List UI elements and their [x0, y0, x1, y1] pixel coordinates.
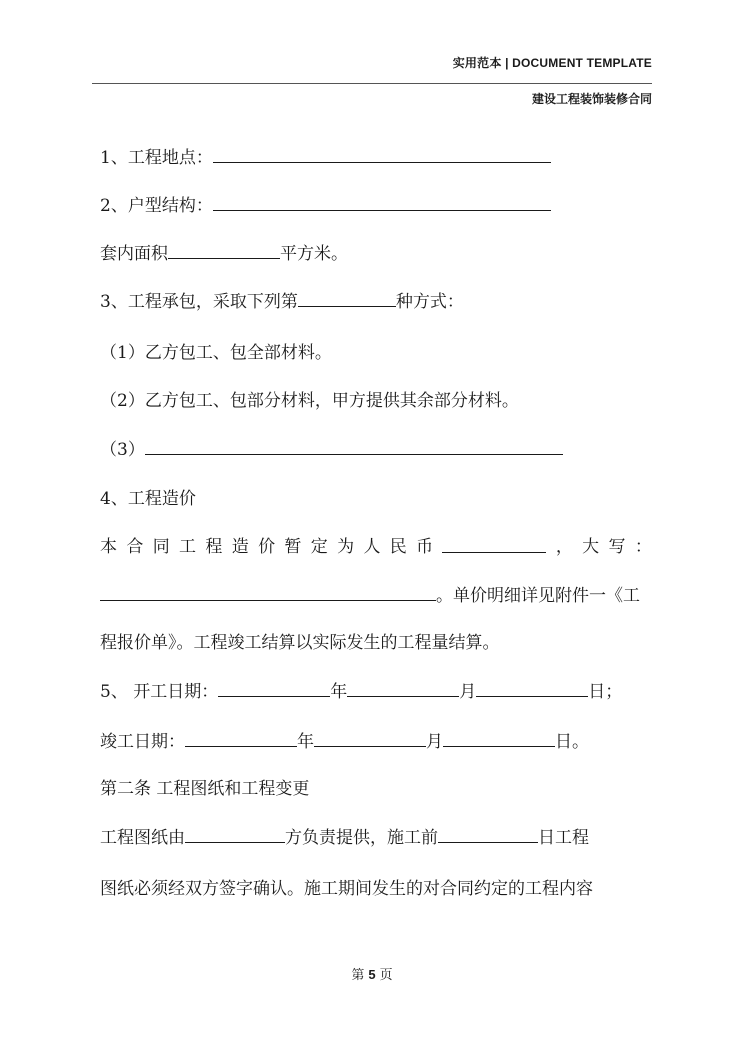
contract-price-label-char: 同 [152, 537, 170, 557]
floor-area-blank[interactable] [168, 242, 280, 259]
contract-price-label-char: 暂 [284, 537, 302, 557]
project-cost-heading-text: 4、工程造价 [100, 489, 196, 509]
option-1 [100, 342, 332, 364]
start-month-label: 月 [459, 682, 477, 702]
header-rule [92, 83, 652, 84]
contract-method-line [100, 290, 464, 313]
start-date-label: 5、 开工日期： [100, 682, 219, 702]
contract-method-label: 3、工程承包，采取下列第 [100, 292, 298, 312]
article-2-heading [100, 778, 309, 800]
unit-structure-blank[interactable] [213, 194, 551, 211]
contract-price-label-char: 人 [363, 537, 381, 557]
contract-method-blank[interactable] [298, 290, 396, 307]
contract-price-label-char: 价 [258, 537, 276, 557]
contract-price-label-char: 币 [416, 537, 434, 557]
settlement-line [100, 632, 500, 654]
contract-price-line [100, 536, 652, 558]
project-cost-heading [100, 488, 196, 510]
contract-method-suffix: 种方式： [395, 292, 464, 312]
completion-month-label: 月 [426, 732, 443, 752]
option-1-text: （1）乙方包工、包全部材料。 [100, 343, 332, 363]
option-3-label: （3） [100, 440, 145, 460]
floor-area-label: 套内面积 [100, 244, 168, 264]
capital-amount-label-char: ： [634, 537, 652, 557]
page-number: 5 [368, 967, 376, 982]
capital-amount-label-char: ， [555, 537, 573, 557]
drawings-middle: 方负责提供，施工前 [285, 828, 438, 848]
completion-year-blank[interactable] [185, 730, 297, 747]
option-3 [100, 438, 563, 461]
floor-area-unit: 平方米。 [280, 244, 348, 264]
option-2-text: （2）乙方包工、包部分材料，甲方提供其余部分材料。 [100, 391, 519, 411]
drawings-suffix: 日工程 [538, 828, 589, 848]
completion-day-label: 日。 [555, 732, 589, 752]
completion-date-label: 竣工日期： [100, 732, 185, 752]
contract-price-label-char: 为 [337, 537, 355, 557]
price-detail-text: 。单价明细详见附件一《工 [436, 586, 640, 606]
project-location-label: 1、工程地点： [100, 148, 213, 168]
contract-price-label-char: 民 [389, 537, 407, 557]
start-year-blank[interactable] [218, 680, 330, 697]
completion-date-line [100, 730, 589, 753]
footer-suffix: 页 [379, 968, 393, 983]
start-day-blank[interactable] [476, 680, 588, 697]
start-year-label: 年 [330, 682, 348, 702]
contract-price-label-char: 合 [126, 537, 144, 557]
drawings-days-blank[interactable] [438, 826, 538, 843]
drawings-party-blank[interactable] [185, 826, 285, 843]
contract-price-label-char: 造 [231, 537, 249, 557]
price-uppercase-line [100, 584, 640, 607]
option-3-blank[interactable] [145, 438, 563, 455]
start-month-blank[interactable] [347, 680, 459, 697]
header-subtitle: 建设工程装饰装修合同 [531, 92, 652, 106]
start-day-label: 日； [588, 682, 623, 702]
project-location-blank[interactable] [213, 146, 551, 163]
capital-amount-label-char: 写 [608, 537, 626, 557]
project-location-line [100, 146, 551, 169]
settlement-text: 程报价单》。工程竣工结算以实际发生的工程量结算。 [100, 633, 500, 653]
unit-structure-label: 2、户型结构： [100, 196, 213, 216]
option-2 [100, 390, 519, 412]
page-footer [0, 964, 744, 983]
price-uppercase-blank[interactable] [100, 584, 436, 601]
contract-price-label-char: 工 [179, 537, 197, 557]
drawings-label: 工程图纸由 [100, 828, 185, 848]
header-top: 实用范本 | DOCUMENT TEMPLATE [452, 56, 652, 70]
drawings-confirm-text: 图纸必须经双方签字确认。施工期间发生的对合同约定的工程内容 [100, 879, 593, 899]
contract-price-label-char: 定 [310, 537, 328, 557]
footer-prefix: 第 [351, 968, 365, 983]
contract-price-blank[interactable] [442, 536, 546, 553]
contract-price-label-char: 程 [205, 537, 223, 557]
unit-structure-line [100, 194, 551, 217]
article-2-heading-text: 第二条 工程图纸和工程变更 [100, 779, 310, 799]
completion-month-blank[interactable] [314, 730, 426, 747]
capital-amount-label-char: 大 [582, 537, 600, 557]
drawings-confirm-line [100, 878, 593, 900]
floor-area-line [100, 242, 348, 265]
drawings-line [100, 826, 589, 849]
start-date-line [100, 680, 622, 703]
contract-price-label-char: 本 [100, 537, 117, 557]
completion-year-label: 年 [297, 732, 314, 752]
completion-day-blank[interactable] [443, 730, 555, 747]
